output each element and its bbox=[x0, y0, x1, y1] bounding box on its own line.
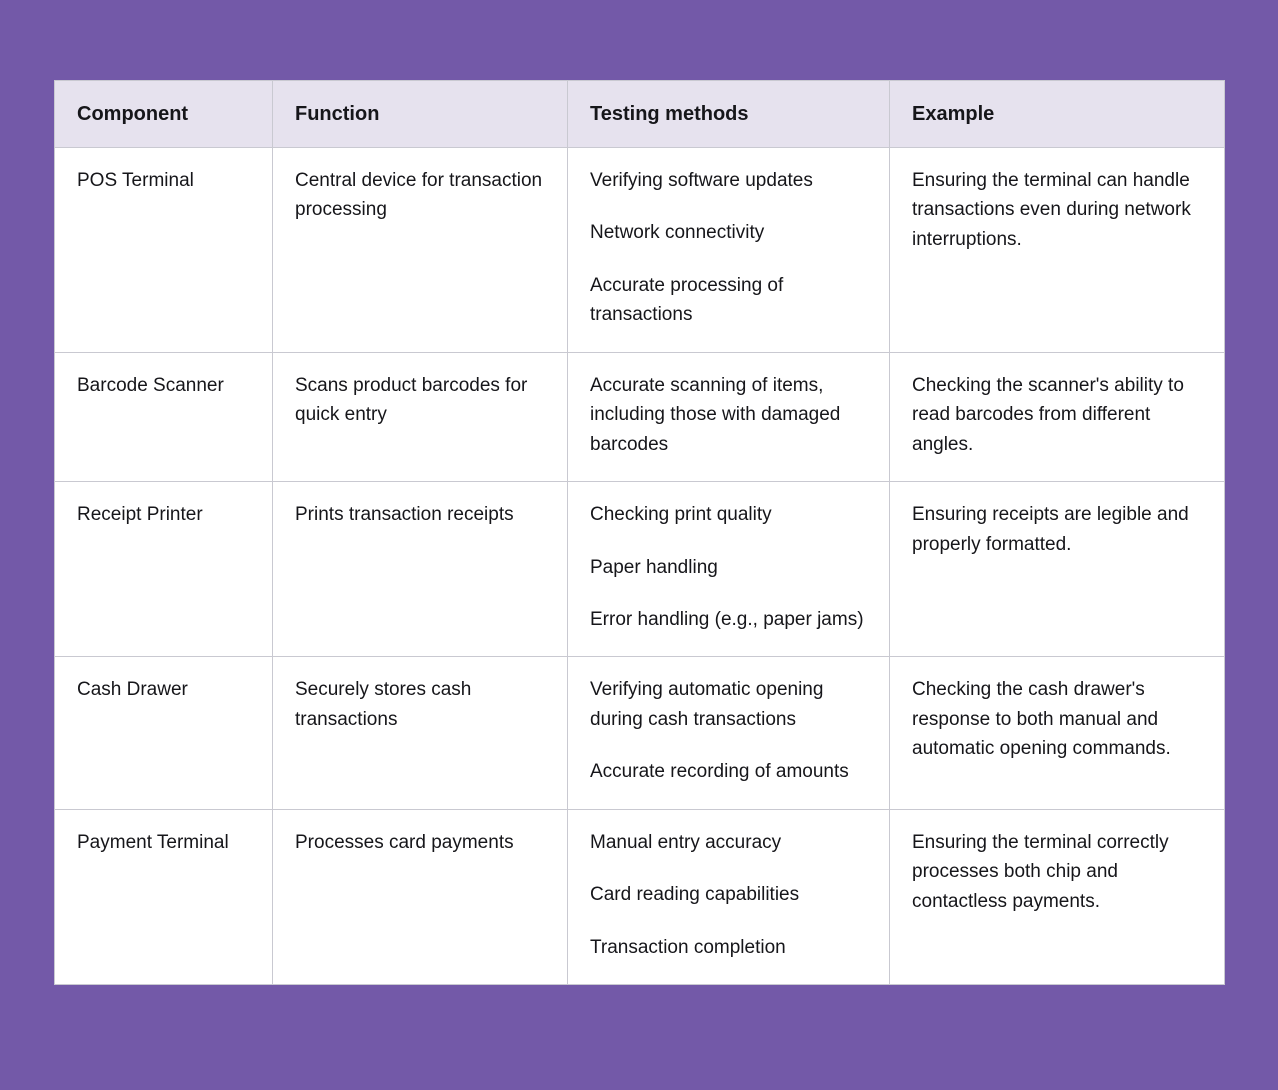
cell-function: Processes card payments bbox=[273, 809, 568, 984]
cell-component: Payment Terminal bbox=[55, 809, 273, 984]
list-item: Card reading capabilities bbox=[590, 884, 800, 906]
pos-components-table-container bbox=[54, 80, 1224, 985]
list-item: Network connectivity bbox=[590, 222, 765, 244]
cell-function: Prints transaction receipts bbox=[273, 482, 568, 657]
cell-testing-methods bbox=[568, 809, 890, 984]
cell-testing-methods bbox=[568, 482, 890, 657]
list-item: Accurate scanning of items, including those with damaged barcodes bbox=[590, 374, 841, 455]
pos-components-table bbox=[54, 80, 1225, 985]
table-header bbox=[55, 81, 1225, 148]
table-body bbox=[55, 148, 1225, 985]
cell-example: Checking the cash drawer's response to both manual and automatic opening commands. bbox=[890, 657, 1225, 809]
column-header-testing-methods: Testing methods bbox=[568, 81, 890, 148]
cell-function: Scans product barcodes for quick entry bbox=[273, 352, 568, 481]
table-row bbox=[55, 657, 1225, 809]
cell-testing-methods bbox=[568, 148, 890, 353]
table-row bbox=[55, 482, 1225, 657]
testing-method-list bbox=[590, 675, 869, 786]
column-header-component: Component bbox=[55, 81, 273, 148]
cell-function: Central device for transaction processing bbox=[273, 148, 568, 353]
testing-method-list bbox=[590, 828, 869, 962]
column-header-function: Function bbox=[273, 81, 568, 148]
list-item: Verifying automatic opening during cash transactions bbox=[590, 679, 824, 730]
cell-example: Ensuring the terminal correctly processes both chip and contactless payments. bbox=[890, 809, 1225, 984]
cell-component: POS Terminal bbox=[55, 148, 273, 353]
table-row bbox=[55, 809, 1225, 984]
list-item: Paper handling bbox=[590, 556, 718, 578]
cell-component: Receipt Printer bbox=[55, 482, 273, 657]
list-item: Manual entry accuracy bbox=[590, 831, 782, 853]
cell-function: Securely stores cash transactions bbox=[273, 657, 568, 809]
cell-example: Ensuring receipts are legible and properly formatted. bbox=[890, 482, 1225, 657]
table-row bbox=[55, 352, 1225, 481]
cell-testing-methods bbox=[568, 657, 890, 809]
table-row bbox=[55, 148, 1225, 353]
list-item: Verifying software updates bbox=[590, 170, 813, 191]
cell-testing-methods bbox=[568, 352, 890, 481]
cell-component: Barcode Scanner bbox=[55, 352, 273, 481]
testing-method-list bbox=[590, 166, 869, 330]
table-header-row bbox=[55, 81, 1225, 148]
testing-method-list bbox=[590, 371, 869, 459]
column-header-example: Example bbox=[890, 81, 1225, 148]
cell-example: Checking the scanner's ability to read barcodes from different angles. bbox=[890, 352, 1225, 481]
list-item: Checking print quality bbox=[590, 504, 772, 526]
cell-component: Cash Drawer bbox=[55, 657, 273, 809]
list-item: Accurate processing of transactions bbox=[590, 274, 784, 326]
cell-example: Ensuring the terminal can handle transactions even during network interruptions. bbox=[890, 148, 1225, 353]
list-item: Transaction completion bbox=[590, 936, 786, 958]
testing-method-list bbox=[590, 500, 869, 634]
list-item: Accurate recording of amounts bbox=[590, 761, 849, 783]
list-item: Error handling (e.g., paper jams) bbox=[590, 608, 864, 630]
